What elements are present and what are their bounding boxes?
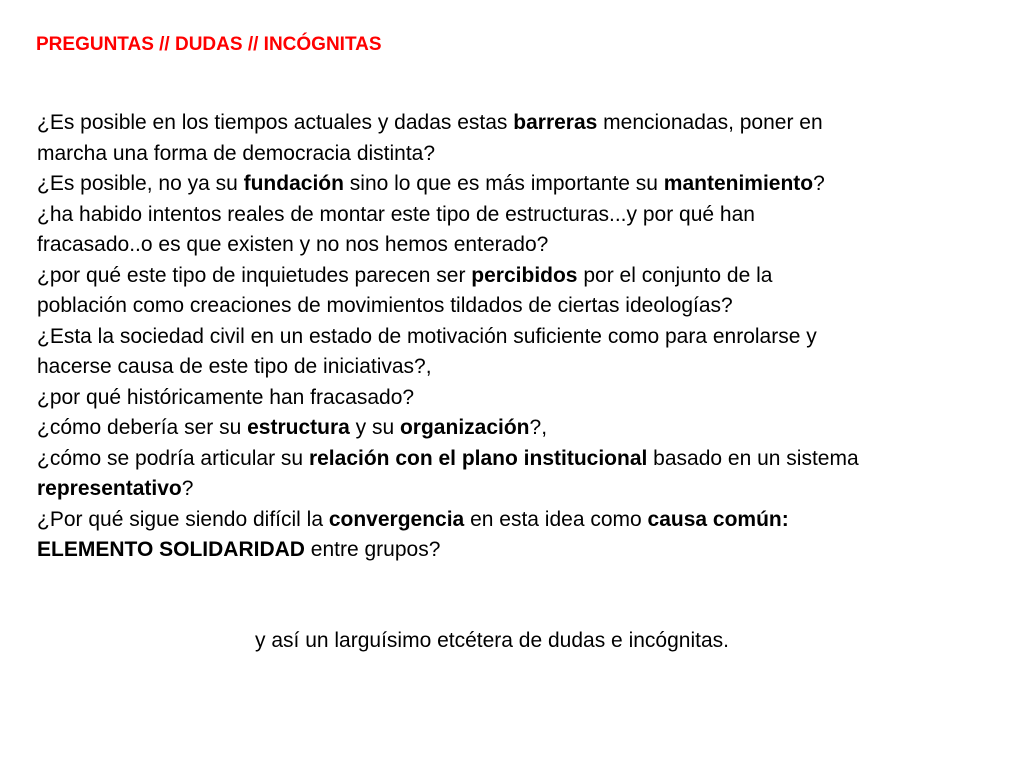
- question-text: ¿Es posible en los tiempos actuales y dadas estas: [37, 111, 514, 134]
- emphasized-term: percibidos: [471, 263, 578, 287]
- question-item: [37, 505, 987, 566]
- question-line: [37, 444, 987, 475]
- question-line: [37, 291, 987, 322]
- question-text: ¿Es posible, no ya su: [37, 172, 244, 195]
- question-text: sino lo que es más importante su: [343, 172, 664, 195]
- question-line: [37, 505, 987, 536]
- emphasized-term: mantenimiento: [663, 172, 814, 195]
- question-text: entre grupos?: [304, 538, 441, 561]
- question-list: [37, 108, 987, 566]
- question-line: [37, 230, 987, 261]
- question-text: ¿por qué este tipo de inquietudes parecen ser: [37, 263, 472, 287]
- emphasized-term: causa común:: [647, 507, 789, 531]
- question-line: [37, 200, 987, 231]
- question-text: mencionadas, poner en: [597, 111, 823, 134]
- emphasized-term: representativo: [37, 477, 182, 500]
- question-line: [37, 413, 987, 444]
- question-line: [37, 535, 987, 566]
- question-item: [37, 383, 987, 414]
- question-text: marcha una forma de democracia distinta?: [37, 141, 436, 165]
- question-item: [37, 444, 987, 505]
- question-line: [37, 383, 987, 414]
- question-item: [37, 200, 987, 261]
- question-text: ?: [813, 172, 825, 195]
- emphasized-term: convergencia: [328, 507, 465, 531]
- question-text: población como creaciones de movimientos tildados de ciertas ideologías?: [37, 294, 733, 317]
- question-line: [37, 352, 987, 383]
- question-line: [37, 474, 987, 505]
- emphasized-term: ELEMENTO SOLIDARIDAD: [37, 538, 305, 561]
- question-text: ?: [181, 477, 194, 500]
- question-item: [37, 108, 987, 169]
- slide-title: PREGUNTAS // DUDAS // INCÓGNITAS: [36, 34, 382, 55]
- question-item: [37, 169, 987, 200]
- closing-remark: y así un larguísimo etcétera de dudas e incógnitas.: [255, 629, 729, 652]
- question-item: [37, 261, 987, 322]
- question-text: ¿por qué históricamente han fracasado?: [37, 385, 415, 409]
- question-text: ¿Por qué sigue siendo difícil la: [37, 507, 329, 531]
- emphasized-term: relación con el plano institucional: [308, 446, 648, 470]
- question-text: ¿ha habido intentos reales de montar este tipo de estructuras...y por qué han: [37, 202, 755, 226]
- question-text: ?,: [529, 416, 548, 439]
- emphasized-term: fundación: [243, 172, 344, 195]
- question-text: en esta idea como: [464, 507, 648, 531]
- question-line: [37, 322, 987, 353]
- question-text: ¿cómo debería ser su: [37, 416, 248, 439]
- question-line: [37, 169, 987, 200]
- question-text: por el conjunto de la: [577, 263, 773, 287]
- emphasized-term: barreras: [513, 111, 598, 134]
- question-text: y su: [349, 416, 400, 439]
- question-item: [37, 413, 987, 444]
- question-text: ¿Esta la sociedad civil en un estado de motivación suficiente como para enrolarse y: [37, 324, 817, 348]
- question-line: [37, 139, 987, 170]
- question-text: ¿cómo se podría articular su: [37, 446, 309, 470]
- emphasized-term: organización: [399, 416, 530, 439]
- question-text: hacerse causa de este tipo de iniciativas?,: [37, 355, 432, 378]
- question-line: [37, 108, 987, 139]
- question-text: basado en un sistema: [647, 446, 859, 470]
- question-line: [37, 261, 987, 292]
- question-item: [37, 322, 987, 383]
- question-text: fracasado..o es que existen y no nos hemos enterado?: [37, 233, 549, 256]
- emphasized-term: estructura: [247, 416, 350, 439]
